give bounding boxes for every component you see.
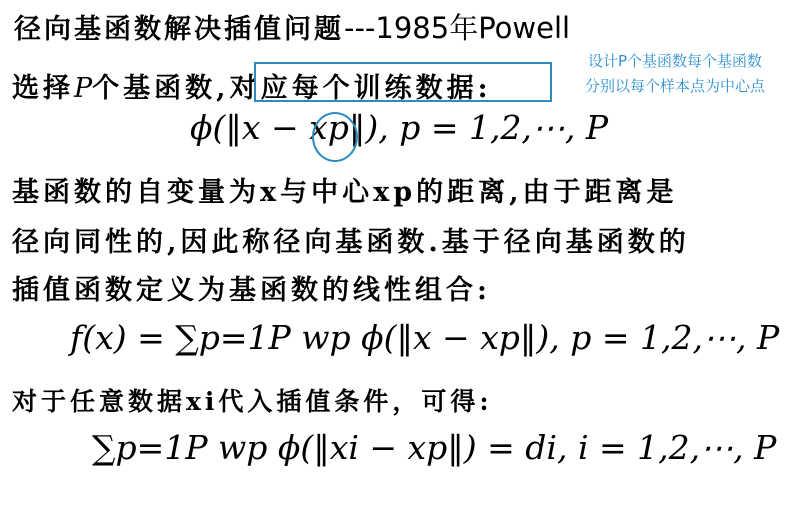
line2-var: P	[74, 73, 93, 104]
slide-title	[14, 6, 570, 47]
equation-system: ∑p=1P wp ϕ(‖xi − xp‖) = di, i = 1,2,⋯, P	[92, 428, 777, 467]
condition-line: 对于任意数据xi代入插值条件，可得:	[12, 387, 493, 416]
title-en: ---1985年Powell	[344, 11, 571, 45]
annotation-line-2: 分别以每个样本点为中心点	[584, 77, 765, 95]
equation-basis: ϕ(‖x − xp‖), p = 1,2,⋯, P	[190, 108, 609, 147]
equation-interpolation: f(x) = ∑p=1P wp ϕ(‖x − xp‖), p = 1,2,⋯, P	[70, 318, 780, 357]
highlight-box	[254, 62, 552, 102]
title-cn: 径向基函数解决插值问题	[14, 14, 344, 45]
paragraph-line-2: 径向同性的,因此称径向基函数.基于径向基函数的	[12, 227, 690, 258]
paragraph-line-3: 插值函数定义为基函数的线性组合:	[12, 275, 491, 306]
annotation-line-1: 设计P个基函数每个基函数	[587, 52, 763, 70]
highlight-circle	[312, 112, 358, 162]
line2-boxed: 对应每个训练数据:	[229, 73, 492, 104]
line2-mid: 个基函数,	[92, 73, 230, 104]
paragraph-line-1: 基函数的自变量为x与中心xp的距离,由于距离是	[12, 177, 678, 208]
line2-prefix: 选择	[12, 73, 74, 104]
